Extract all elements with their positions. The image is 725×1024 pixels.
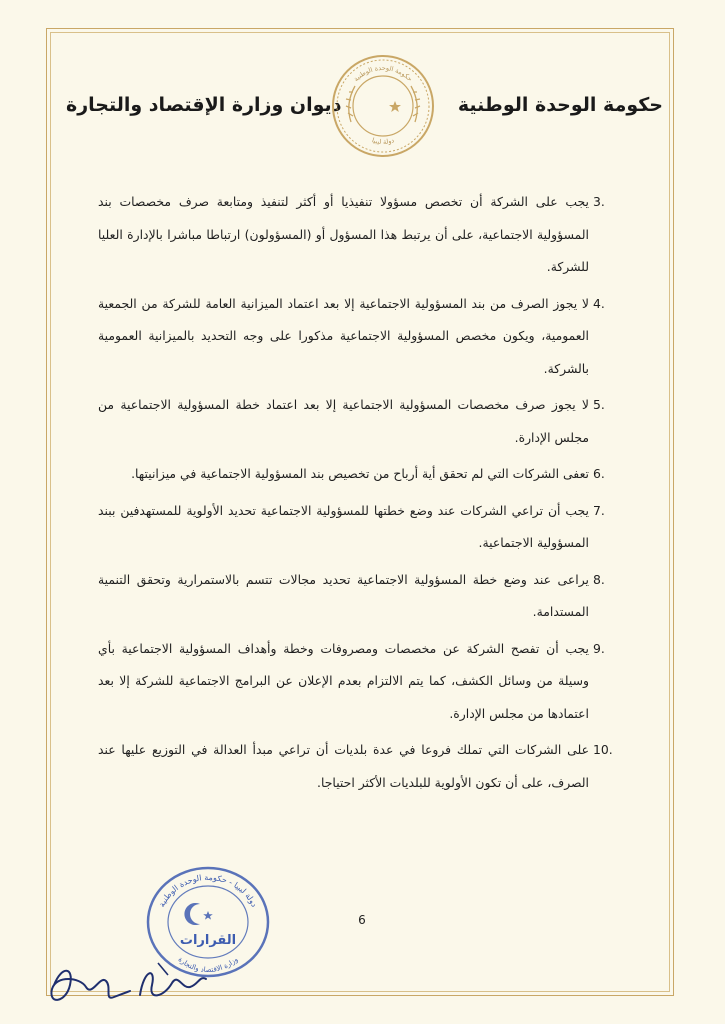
- article-text: على الشركات التي تملك فروعا في عدة بلديات أن تراعي مبدأ العدالة في التوزيع عليها عند الصرف، على أن تكون الأولوية للبلديات الأكثر احتياجا.: [98, 742, 589, 790]
- article-item: [98, 288, 619, 386]
- article-item: [98, 495, 619, 560]
- article-item: [98, 564, 619, 629]
- article-text: يجب أن تراعي الشركات عند وضع خطتها للمسؤولية الاجتماعية تحديد الأولوية للمستهدفين ببند المسؤولية الاجتماعية.: [98, 502, 589, 550]
- svg-text:حكومة الوحدة الوطنية: [352, 64, 414, 83]
- emblem-text-bottom: دولة ليبيا: [370, 136, 396, 147]
- article-text: تعفى الشركات التي لم تحقق أية أرباح من تخصيص بند المسؤولية الاجتماعية في ميزانيتها.: [131, 466, 589, 481]
- article-number: 10.: [593, 742, 613, 757]
- article-number: 9.: [593, 640, 605, 656]
- article-number: 8.: [593, 571, 605, 587]
- header-ministry-title: ديوان وزارة الإقتصاد والتجارة: [66, 94, 342, 116]
- article-item: [98, 458, 619, 491]
- libya-emblem-icon: [329, 52, 437, 160]
- page-number: 6: [358, 913, 366, 927]
- article-item: [98, 186, 619, 284]
- article-number: 7.: [593, 502, 605, 518]
- article-number: 3.: [593, 194, 605, 209]
- article-text: يجب أن تفصح الشركة عن مخصصات ومصروفات وخطة وأهداف المسؤولية الاجتماعية بأي وسيلة من وسائل الكشف، كما يتم الالتزام بعدم الإعلان عن البرامج الاجتماعية للشركة إلا بعد اعتمادها من مجلس الإدارة.: [98, 640, 589, 721]
- stamp-inner-text: القرارات: [179, 933, 237, 948]
- emblem-text-top: حكومة الوحدة الوطنية: [352, 63, 414, 84]
- stamp-bottom-text: وزارة الاقتصاد والتجارة: [176, 955, 240, 975]
- header-government-title: حكومة الوحدة الوطنية: [457, 94, 663, 116]
- article-number: 6.: [593, 466, 605, 481]
- decision-articles: [98, 186, 619, 803]
- article-number: 5.: [593, 397, 605, 412]
- signature: [40, 945, 230, 1015]
- article-item: [98, 734, 619, 799]
- article-text: يراعى عند وضع خطة المسؤولية الاجتماعية تحديد مجالات تتسم بالاستمرارية وتحقق التنمية المستدامة.: [98, 571, 589, 619]
- article-text: يجب على الشركة أن تخصص مسؤولا تنفيذيا أو أكثر لتنفيذ ومتابعة صرف مخصصات بند المسؤولية الاجتماعية، على أن يرتبط هذا المسؤول أو (المسؤولون) ارتباطا مباشرا بالإدارة العليا للشركة.: [98, 194, 589, 274]
- article-text: لا يجوز الصرف من بند المسؤولية الاجتماعية إلا بعد اعتماد الميزانية العامة للشركة من الجمعية العمومية، ويكون مخصص المسؤولية الاجتماعية مذكورا على وجه التحديد بالميزانية العمومية بالشركة.: [98, 295, 589, 376]
- article-text: لا يجوز صرف مخصصات المسؤولية الاجتماعية إلا بعد اعتماد خطة المسؤولية الاجتماعية من مجلس الإدارة.: [98, 397, 589, 445]
- stamp-ring-text: دولة ليبيا - حكومة الوحدة الوطنية: [157, 872, 259, 909]
- article-number: 4.: [593, 295, 605, 311]
- article-item: [98, 633, 619, 731]
- svg-text:دولة ليبيا: [371, 136, 395, 146]
- article-item: [98, 389, 619, 454]
